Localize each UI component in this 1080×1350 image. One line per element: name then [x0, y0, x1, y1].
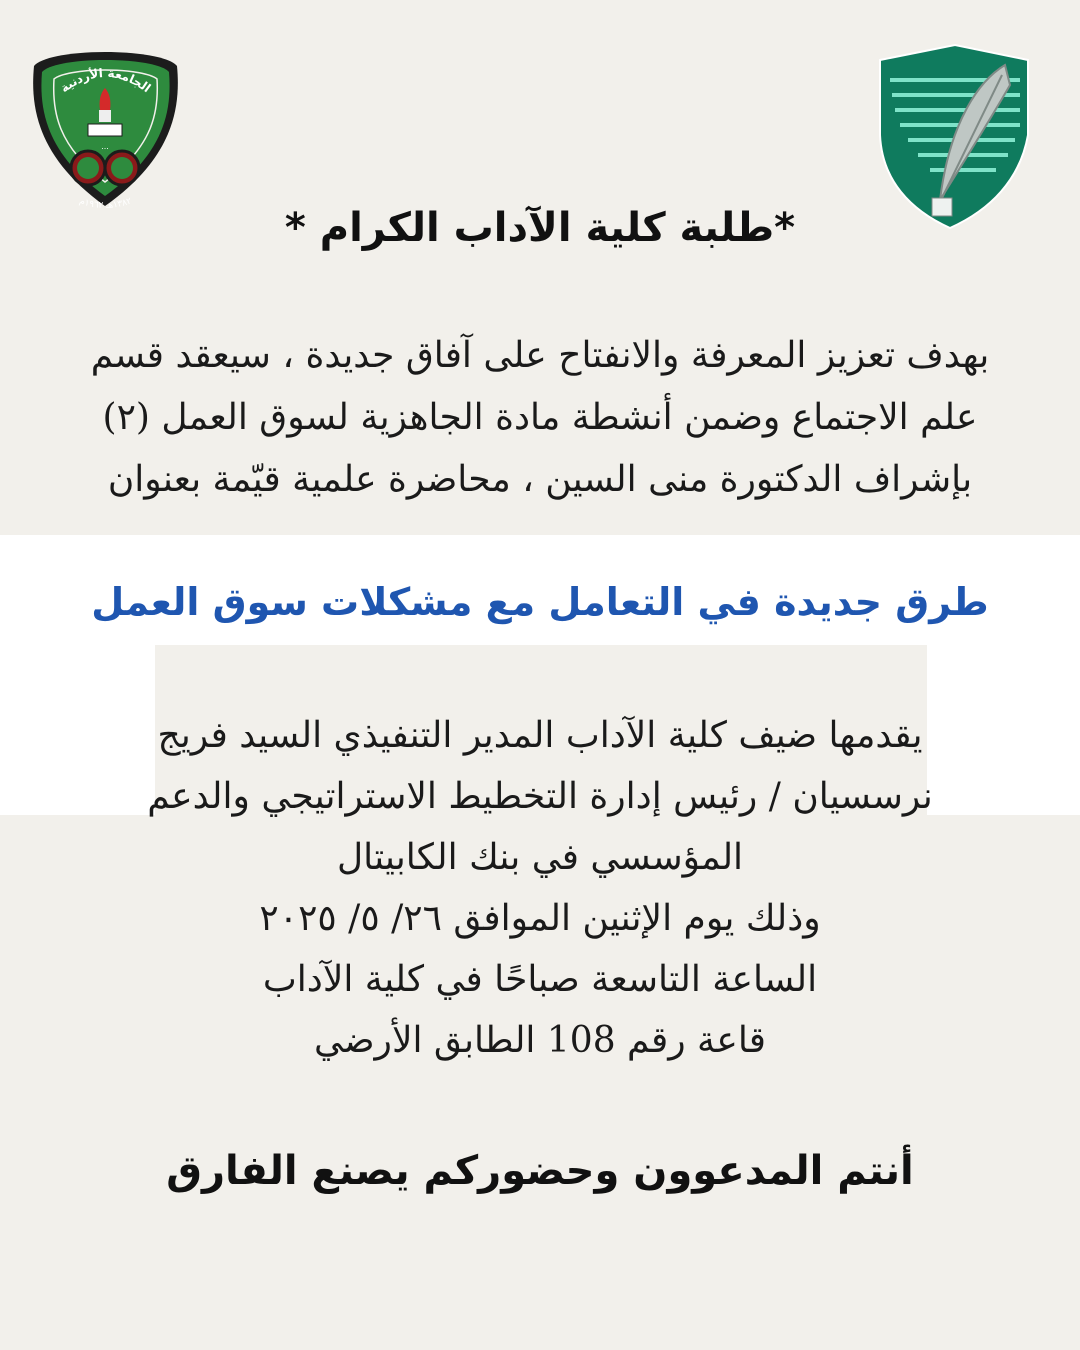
detail-line: المؤسسي في بنك الكابيتال	[336, 837, 744, 878]
intro-paragraph	[60, 325, 1020, 511]
lecture-title: طرق جديدة في التعامل مع مشكلات سوق العمل	[91, 580, 989, 624]
detail-line: قاعة رقم 108 الطابق الأرضي	[313, 1020, 767, 1061]
crest-arc-text: الجامعة الأردنية	[57, 65, 154, 96]
intro-line: بإشراف الدكتورة منى السين ، محاضرة علمية قيّمة بعنوان	[107, 459, 973, 500]
closing-statement: أنتم المدعوون وحضوركم يصنع الفارق	[166, 1148, 914, 1194]
detail-line: وذلك يوم الإثنين الموافق ٢٦/ ٥/ ٢٠٢٥	[259, 898, 821, 939]
svg-text:...: ...	[101, 142, 109, 151]
faculty-of-arts-quill-shield-icon	[870, 40, 1030, 230]
university-of-jordan-crest-icon	[28, 48, 183, 210]
detail-line: نرسسيان / رئيس إدارة التخطيط الاستراتيجي والدعم	[147, 776, 933, 817]
intro-line: بهدف تعزيز المعرفة والانفتاح على آفاق جديدة ، سيعقد قسم	[90, 335, 990, 376]
crest-year-text: ١٣٨٢هـ ١٩٦٢م	[77, 196, 134, 210]
details-paragraph	[60, 705, 1020, 1071]
intro-line: علم الاجتماع وضمن أنشطة مادة الجاهزية لسوق العمل (٢)	[102, 397, 978, 438]
detail-line: الساعة التاسعة صباحًا في كلية الآداب	[262, 959, 818, 1000]
greeting-heading: *طلبة كلية الآداب الكرام *	[284, 205, 796, 251]
detail-line: يقدمها ضيف كلية الآداب المدير التنفيذي السيد فريج	[157, 715, 923, 756]
